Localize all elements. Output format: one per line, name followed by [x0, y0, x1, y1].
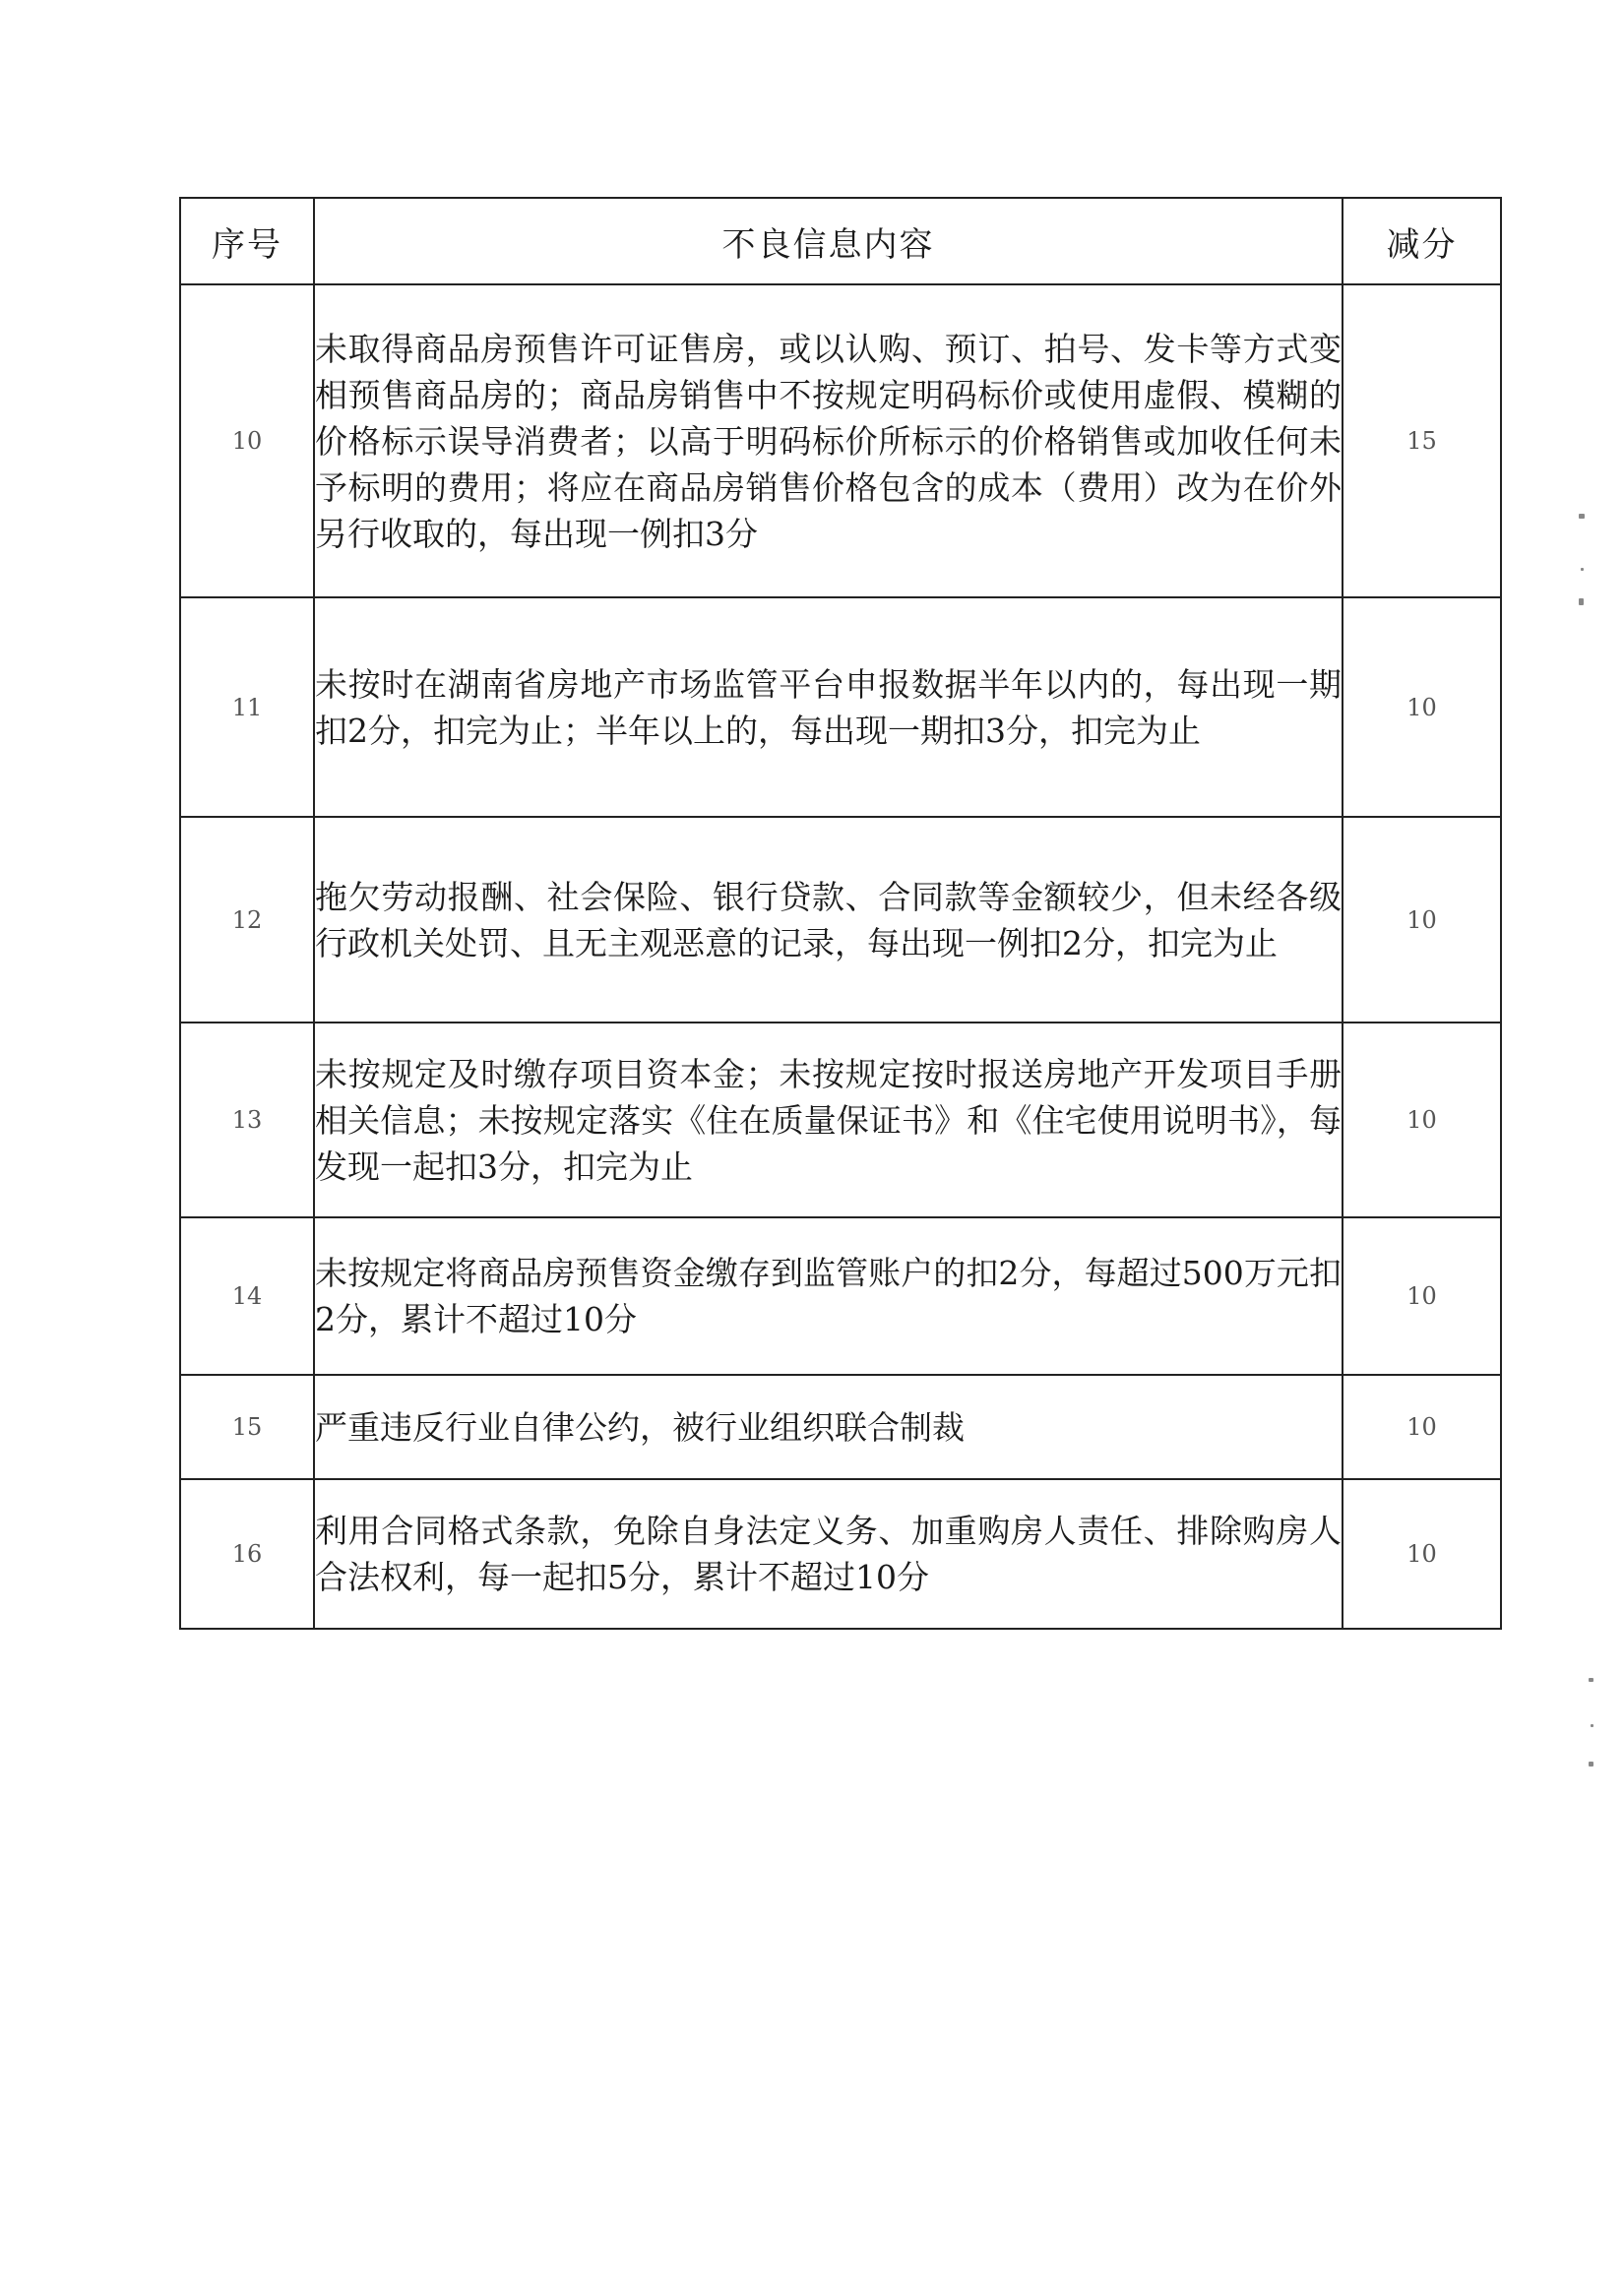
row-seq: 13 [180, 1023, 314, 1217]
row-seq: 11 [180, 597, 314, 817]
row-content: 未按规定将商品房预售资金缴存到监管账户的扣2分，每超过500万元扣2分，累计不超过10分 [314, 1217, 1343, 1375]
row-seq: 10 [180, 284, 314, 597]
row-content: 未按规定及时缴存项目资本金；未按规定按时报送房地产开发项目手册相关信息；未按规定落实《住在质量保证书》和《住宅使用说明书》，每发现一起扣3分，扣完为止 [314, 1023, 1343, 1217]
header-score: 减分 [1343, 198, 1501, 284]
table-row [180, 1217, 1501, 1375]
row-seq: 14 [180, 1217, 314, 1375]
row-seq: 12 [180, 817, 314, 1023]
scan-speck [1579, 514, 1585, 519]
scan-speck [1579, 598, 1584, 605]
row-score: 10 [1343, 1479, 1501, 1629]
row-score: 10 [1343, 1375, 1501, 1479]
table-row [180, 1479, 1501, 1629]
row-seq: 16 [180, 1479, 314, 1629]
bad-record-table [179, 197, 1502, 1630]
row-score: 10 [1343, 817, 1501, 1023]
scan-speck [1581, 568, 1584, 571]
header-seq: 序号 [180, 198, 314, 284]
row-score: 10 [1343, 597, 1501, 817]
scan-speck [1591, 1724, 1593, 1727]
row-score: 15 [1343, 284, 1501, 597]
header-content: 不良信息内容 [314, 198, 1343, 284]
scan-speck [1589, 1762, 1593, 1767]
table-row [180, 817, 1501, 1023]
row-score: 10 [1343, 1023, 1501, 1217]
scan-speck [1589, 1678, 1593, 1682]
table-row [180, 284, 1501, 597]
row-seq: 15 [180, 1375, 314, 1479]
table-row [180, 1023, 1501, 1217]
table-row [180, 597, 1501, 817]
table-row [180, 1375, 1501, 1479]
row-content: 严重违反行业自律公约，被行业组织联合制裁 [314, 1375, 1343, 1479]
row-content: 拖欠劳动报酬、社会保险、银行贷款、合同款等金额较少，但未经各级行政机关处罚、且无主观恶意的记录，每出现一例扣2分，扣完为止 [314, 817, 1343, 1023]
row-content: 未取得商品房预售许可证售房，或以认购、预订、拍号、发卡等方式变相预售商品房的；商品房销售中不按规定明码标价或使用虚假、模糊的价格标示误导消费者；以高于明码标价所标示的价格销售或加收任何未予标明的费用；将应在商品房销售价格包含的成本（费用）改为在价外另行收取的，每出现一例扣3分 [314, 284, 1343, 597]
row-content: 未按时在湖南省房地产市场监管平台申报数据半年以内的，每出现一期扣2分，扣完为止；半年以上的，每出现一期扣3分，扣完为止 [314, 597, 1343, 817]
table-header-row [180, 198, 1501, 284]
row-score: 10 [1343, 1217, 1501, 1375]
row-content: 利用合同格式条款，免除自身法定义务、加重购房人责任、排除购房人合法权利，每一起扣5分，累计不超过10分 [314, 1479, 1343, 1629]
